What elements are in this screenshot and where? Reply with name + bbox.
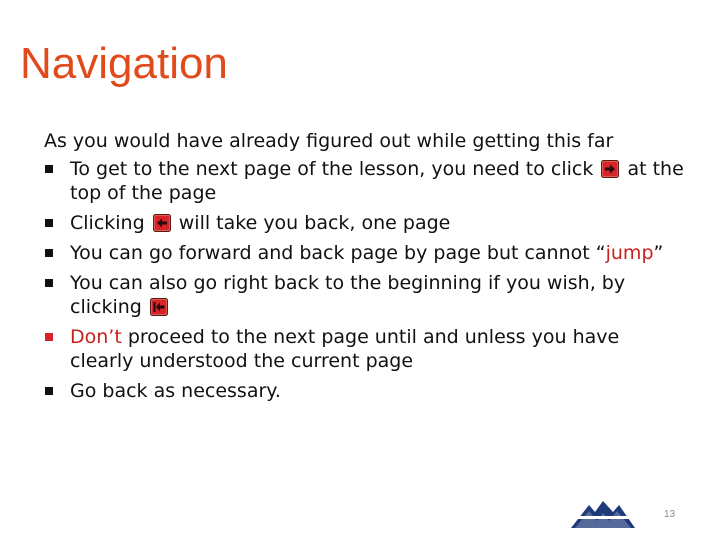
previous-page-icon[interactable]: [153, 214, 171, 232]
bullet-text: You can also go right back to the beginning if you wish, by clicking: [70, 272, 626, 318]
page-number: 13: [664, 509, 676, 520]
logo: [569, 499, 637, 529]
bullet-marker-red: [45, 333, 53, 341]
bullet-text: proceed to the next page until and unless you have clearly understood the current page: [70, 326, 620, 372]
jump-emphasis: jump: [605, 242, 654, 264]
next-page-icon[interactable]: [601, 160, 619, 178]
bullet-marker: [45, 387, 53, 395]
bullet-marker: [45, 279, 53, 287]
quote-open: “: [595, 242, 606, 264]
bullet-text: Clicking: [70, 212, 145, 234]
bullet-first-page: [44, 271, 684, 319]
bullet-text-continued: at the top of the page: [70, 158, 684, 204]
bullet-dont-proceed: [44, 325, 684, 373]
bullet-text-continued: will take you back, one page: [178, 212, 451, 234]
first-page-icon[interactable]: [150, 298, 168, 316]
bullet-go-back: [44, 379, 684, 403]
intro-text: As you would have already figured out while getting this far: [44, 130, 614, 152]
bullet-marker: [45, 219, 53, 227]
bullet-text: To get to the next page of the lesson, you need to click: [70, 158, 594, 180]
bullet-marker: [45, 249, 53, 257]
bullet-previous-page: [44, 211, 684, 235]
slide-title: Navigation: [20, 39, 228, 88]
bullet-next-page: [44, 157, 684, 205]
quote-close: ”: [653, 242, 664, 264]
bullet-list: [44, 157, 684, 409]
bullet-marker: [45, 165, 53, 173]
bullet-no-jump: [44, 241, 684, 265]
bullet-text: Go back as necessary.: [70, 380, 281, 402]
dont-emphasis: Don’t: [70, 326, 122, 348]
bullet-text: You can go forward and back page by page but cannot: [70, 242, 590, 264]
